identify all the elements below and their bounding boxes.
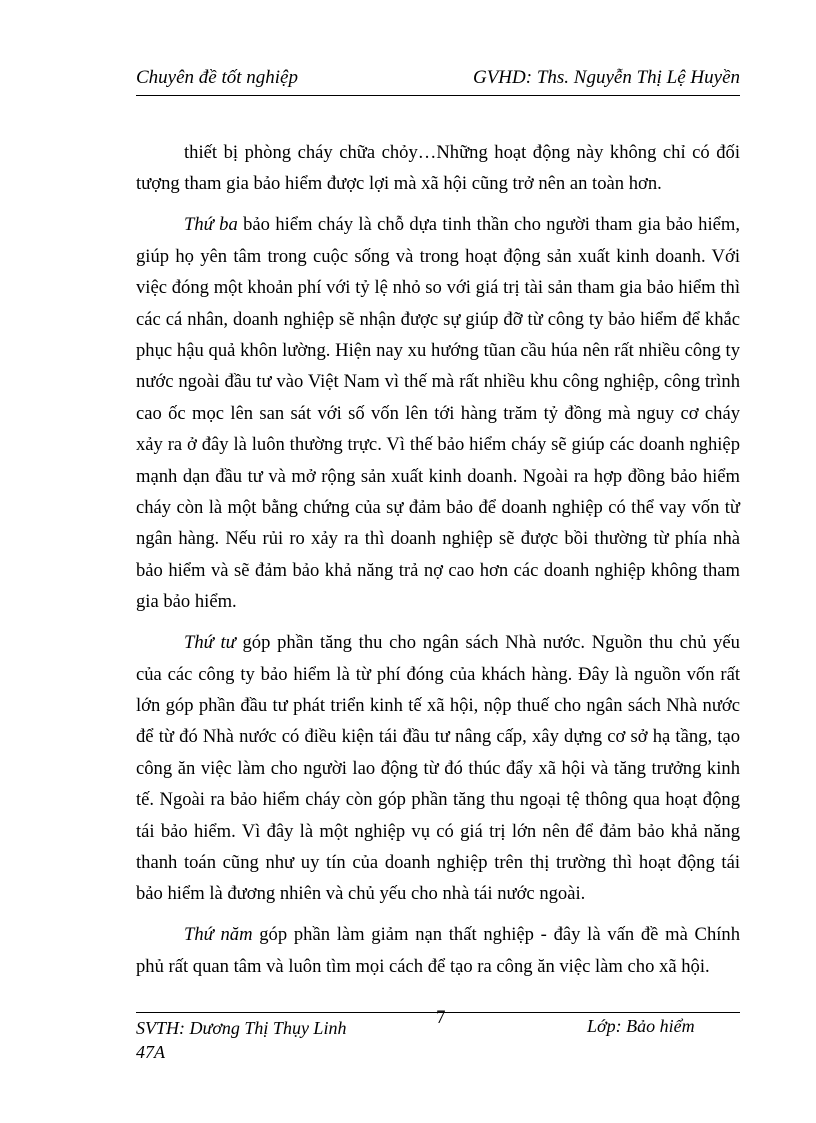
paragraph-lead: Thứ ba: [184, 214, 238, 236]
page-number: 7: [436, 1007, 446, 1028]
paragraph-text: góp phần làm giảm nạn thất nghiệp - đây là vấn đề mà Chính phủ rất quan tâm và luôn tìm mọi cách để tạo ra công ăn việc làm cho xã hội.: [136, 924, 740, 977]
paragraph-text: bảo hiểm cháy là chỗ dựa tinh thần cho người tham gia bảo hiểm, giúp họ yên tâm trong cuộc sống và trong hoạt động sản xuất kinh doanh. Với việc đóng một khoản phí với tỷ lệ nhỏ so với giá trị tài sản tham gia bảo hiểm thì các cá nhân, doanh nghiệp sẽ nhận được sự giúp đỡ từ công ty bảo hiểm để khắc phục hậu quả khôn lường. Hiện nay xu hướng tũan cầu húa nên rất nhiều công ty nước ngoài đầu tư vào Việt Nam vì thế mà rất nhiều khu công nghiệp, công trình cao ốc mọc lên san sát với số vốn lên tới hàng trăm tỷ đồng mà nguy cơ cháy xảy ra ở đây là luôn thường trực. Vì thế bảo hiểm cháy sẽ giúp các doanh nghiệp mạnh dạn đầu tư và mở rộng sản xuất kinh doanh. Ngoài ra hợp đồng bảo hiểm cháy còn là một bằng chứng của sự đảm bảo để doanh nghiệp có thể vay vốn từ ngân hàng. Nếu rủi ro xảy ra thì doanh nghiệp sẽ được bồi thường từ phía nhà bảo hiểm và sẽ đảm bảo khả năng trả nợ cao hơn các doanh nghiệp không tham gia bảo hiểm.: [136, 214, 740, 613]
paragraph-lead: Thứ tư: [184, 632, 236, 654]
paragraph-lead: Thứ năm: [184, 924, 253, 946]
footer-class: Lớp: Bảo hiểm: [587, 1016, 695, 1036]
paragraph: [136, 919, 740, 982]
paragraph: [136, 627, 740, 910]
footer-student: SVTH: Dương Thị Thụy Linh 47A: [136, 1018, 347, 1062]
paragraph-text: thiết bị phòng cháy chữa chỏy…Những hoạt động này không chỉ có đối tượng tham gia bảo hiểm được lợi mà xã hội cũng trở nên an toàn hơn.: [136, 142, 740, 195]
page-footer: [136, 1007, 740, 1073]
document-body: [136, 137, 740, 992]
paragraph: [136, 209, 740, 617]
header-left: Chuyên đề tốt nghiệp: [136, 67, 298, 88]
paragraph: [136, 137, 740, 200]
paragraph-text: góp phần tăng thu cho ngân sách Nhà nước. Nguồn thu chủ yếu của các công ty bảo hiểm là từ phí đóng của khách hàng. Đây là nguồn vốn rất lớn góp phần đầu tư phát triển kinh tế xã hội, nộp thuế cho ngân sách Nhà nước để từ đó Nhà nước có điều kiện tái đầu tư nâng cấp, xây dựng cơ sở hạ tầng, tạo công ăn việc làm cho người lao động từ đó thúc đẩy xã hội và tăng trưởng kinh tế. Ngoài ra bảo hiểm cháy còn góp phần tăng thu ngoại tệ thông qua hoạt động tái bảo hiểm. Vì đây là một nghiệp vụ có giá trị lớn nên để đảm bảo khả năng thanh toán cũng như uy tín của doanh nghiệp trên thị trường thì hoạt động tái bảo hiểm là đương nhiên và chủ yếu cho nhà tái nước ngoài.: [136, 632, 740, 905]
header-right: GVHD: Ths. Nguyễn Thị Lệ Huyền: [472, 67, 740, 88]
page-header: [136, 67, 740, 96]
